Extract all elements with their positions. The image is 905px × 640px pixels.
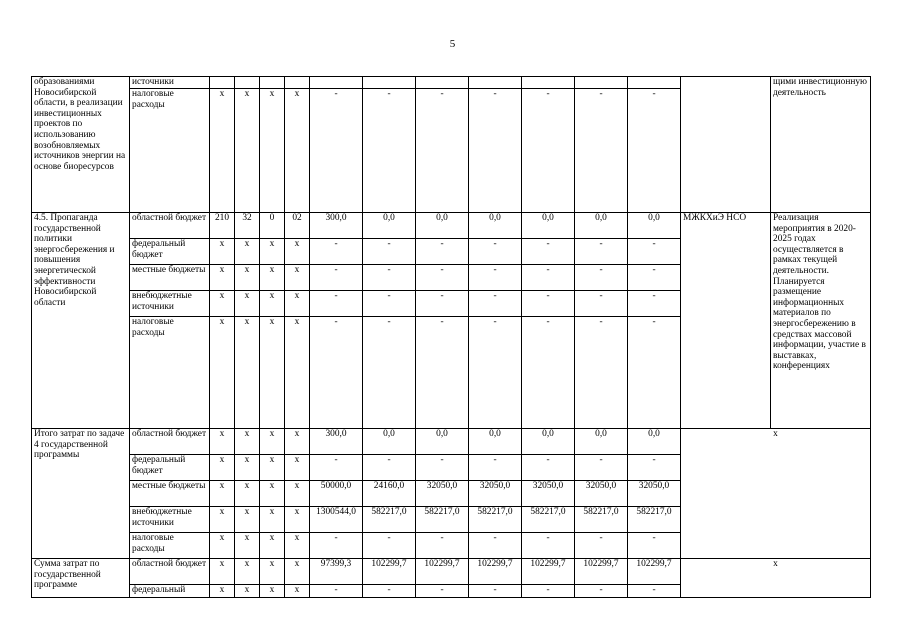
amount-cell: - (310, 291, 363, 317)
amount-cell: 24160,0 (363, 481, 416, 507)
amount-cell: - (522, 533, 575, 559)
amount-cell: 0,0 (416, 429, 469, 455)
amount-cell: - (469, 317, 522, 429)
budget-code-cell: х (210, 291, 235, 317)
budget-code-cell: х (285, 317, 310, 429)
amount-cell: - (416, 317, 469, 429)
budget-code-cell: х (235, 265, 260, 291)
amount-cell: 0,0 (628, 213, 681, 239)
amount-cell: 102299,7 (522, 559, 575, 585)
amount-cell: - (363, 291, 416, 317)
amount-cell: - (416, 585, 469, 598)
funding-source-cell: местные бюджеты (130, 265, 210, 291)
budget-code-cell: х (285, 291, 310, 317)
amount-cell: 32050,0 (575, 481, 628, 507)
amount-cell: - (310, 455, 363, 481)
budget-code-cell: х (260, 89, 285, 213)
amount-cell: - (628, 317, 681, 429)
funding-source-cell: областной бюджет (130, 213, 210, 239)
budget-code-cell: х (210, 533, 235, 559)
amount-cell: 0,0 (469, 213, 522, 239)
amount-cell: - (416, 89, 469, 213)
funding-source-cell: областной бюджет (130, 429, 210, 455)
funding-source-cell: налоговые расходы (130, 533, 210, 559)
amount-cell: 582217,0 (575, 507, 628, 533)
budget-code-cell: х (210, 429, 235, 455)
amount-cell (575, 77, 628, 89)
budget-code-cell: х (285, 265, 310, 291)
amount-cell: 102299,7 (628, 559, 681, 585)
amount-cell: 102299,7 (416, 559, 469, 585)
amount-cell: - (522, 317, 575, 429)
funding-source-cell: федеральный бюджет (130, 455, 210, 481)
amount-cell: 582217,0 (416, 507, 469, 533)
amount-cell: - (416, 291, 469, 317)
amount-cell: - (363, 265, 416, 291)
budget-code-cell: х (285, 455, 310, 481)
budget-code-cell: х (285, 559, 310, 585)
amount-cell: 582217,0 (522, 507, 575, 533)
amount-cell: 0,0 (469, 429, 522, 455)
budget-code-cell (285, 77, 310, 89)
amount-cell (363, 77, 416, 89)
funding-source-cell: налоговые расходы (130, 317, 210, 429)
amount-cell: - (310, 317, 363, 429)
amount-cell (522, 77, 575, 89)
amount-cell: 0,0 (363, 213, 416, 239)
budget-code-cell: х (235, 481, 260, 507)
amount-cell: - (310, 265, 363, 291)
amount-cell: - (310, 585, 363, 598)
amount-cell: 32050,0 (416, 481, 469, 507)
amount-cell: 0,0 (363, 429, 416, 455)
amount-cell: 582217,0 (628, 507, 681, 533)
budget-code-cell: х (260, 265, 285, 291)
note-cell: х (681, 559, 871, 598)
budget-code-cell: х (210, 481, 235, 507)
budget-code-cell: х (235, 291, 260, 317)
amount-cell: 300,0 (310, 429, 363, 455)
amount-cell: - (310, 89, 363, 213)
budget-code-cell: х (210, 455, 235, 481)
amount-cell: 32050,0 (469, 481, 522, 507)
amount-cell: - (469, 239, 522, 265)
amount-cell: - (522, 239, 575, 265)
amount-cell: - (363, 533, 416, 559)
amount-cell: 102299,7 (469, 559, 522, 585)
amount-cell: 32050,0 (522, 481, 575, 507)
budget-code-cell (235, 77, 260, 89)
amount-cell: 0,0 (628, 429, 681, 455)
funding-source-cell: местные бюджеты (130, 481, 210, 507)
measure-name-cell: образованиями Новосибирской области, в реализации инвестиционных проектов по использованию возобновляемых источников энергии на основе биоресурсов (32, 77, 130, 213)
amount-cell: - (628, 89, 681, 213)
budget-code-cell: 0 (260, 213, 285, 239)
amount-cell: - (363, 585, 416, 598)
amount-cell: - (522, 585, 575, 598)
budget-code-cell: х (260, 291, 285, 317)
amount-cell: 582217,0 (469, 507, 522, 533)
measure-name-cell: Итого затрат по задаче 4 государственной программы (32, 429, 130, 559)
table-row (32, 213, 871, 239)
budget-code-cell: х (210, 559, 235, 585)
amount-cell: 0,0 (416, 213, 469, 239)
budget-code-cell: х (210, 265, 235, 291)
funding-source-cell: налоговые расходы (130, 89, 210, 213)
budget-code-cell: х (285, 533, 310, 559)
amount-cell: - (416, 455, 469, 481)
measure-name-cell: 4.5. Пропаганда государственной политики энергосбережения и повышения энергетической эффективности Новосибирской области (32, 213, 130, 429)
amount-cell: - (575, 265, 628, 291)
amount-cell: - (575, 455, 628, 481)
budget-code-cell: х (260, 455, 285, 481)
note-cell: х (681, 429, 871, 559)
amount-cell: - (469, 291, 522, 317)
budget-code-cell: х (285, 429, 310, 455)
amount-cell: - (363, 455, 416, 481)
budget-code-cell: х (235, 507, 260, 533)
amount-cell: - (522, 89, 575, 213)
amount-cell: - (522, 291, 575, 317)
budget-code-cell: 02 (285, 213, 310, 239)
amount-cell: - (628, 291, 681, 317)
amount-cell: 0,0 (522, 429, 575, 455)
amount-cell: 97399,3 (310, 559, 363, 585)
budget-code-cell: 210 (210, 213, 235, 239)
budget-code-cell: х (235, 585, 260, 598)
amount-cell: - (363, 317, 416, 429)
amount-cell: - (416, 265, 469, 291)
budget-code-cell: х (235, 455, 260, 481)
funding-source-cell: внебюджетные источники (130, 507, 210, 533)
budget-code-cell: х (210, 317, 235, 429)
budget-code-cell: х (285, 481, 310, 507)
amount-cell (628, 77, 681, 89)
page-number: 5 (449, 38, 456, 50)
budget-code-cell: 32 (235, 213, 260, 239)
amount-cell: - (310, 239, 363, 265)
amount-cell: - (628, 455, 681, 481)
funding-source-cell: федеральный бюджет (130, 239, 210, 265)
amount-cell: - (469, 455, 522, 481)
amount-cell: 1300544,0 (310, 507, 363, 533)
funding-source-cell: федеральный (130, 585, 210, 598)
expected-result-cell: щими инвестиционную деятельность (771, 77, 871, 213)
budget-code-cell: х (260, 533, 285, 559)
budget-code-cell: х (210, 585, 235, 598)
amount-cell: 32050,0 (628, 481, 681, 507)
amount-cell: - (575, 239, 628, 265)
amount-cell: - (575, 89, 628, 213)
amount-cell: - (628, 265, 681, 291)
table-row (32, 429, 871, 455)
measure-name-cell: Сумма затрат по государственной программе (32, 559, 130, 598)
table-row (32, 77, 871, 89)
amount-cell: 582217,0 (363, 507, 416, 533)
amount-cell: 0,0 (575, 213, 628, 239)
amount-cell: - (469, 533, 522, 559)
amount-cell (416, 77, 469, 89)
amount-cell: 0,0 (522, 213, 575, 239)
amount-cell: - (522, 265, 575, 291)
expected-result-cell: Реализация мероприятия в 2020-2025 годах осуществляется в рамках текущей деятельности. Планируется размещение информационных материалов по энергосбережению в средствах массовой информации, участие в выставках, конференциях (771, 213, 871, 429)
amount-cell: - (575, 585, 628, 598)
amount-cell: - (469, 265, 522, 291)
budget-code-cell: х (260, 429, 285, 455)
amount-cell (310, 77, 363, 89)
budget-code-cell: х (285, 239, 310, 265)
budget-code-cell (260, 77, 285, 89)
amount-cell: - (628, 533, 681, 559)
budget-code-cell: х (260, 239, 285, 265)
budget-code-cell: х (235, 89, 260, 213)
budget-code-cell: х (235, 317, 260, 429)
budget-code-cell: х (235, 429, 260, 455)
budget-code-cell: х (260, 585, 285, 598)
budget-code-cell: х (260, 481, 285, 507)
amount-cell: - (469, 585, 522, 598)
amount-cell: - (575, 533, 628, 559)
amount-cell: - (575, 317, 628, 429)
amount-cell: 102299,7 (363, 559, 416, 585)
budget-code-cell: х (260, 507, 285, 533)
budget-code-cell (210, 77, 235, 89)
funding-source-cell: источники (130, 77, 210, 89)
amount-cell: - (575, 291, 628, 317)
budget-code-cell: х (260, 317, 285, 429)
amount-cell (469, 77, 522, 89)
amount-cell: - (522, 455, 575, 481)
budget-code-cell: х (285, 89, 310, 213)
amount-cell: 102299,7 (575, 559, 628, 585)
amount-cell: - (628, 585, 681, 598)
table-row (32, 559, 871, 585)
amount-cell: - (310, 533, 363, 559)
amount-cell: 50000,0 (310, 481, 363, 507)
amount-cell: - (416, 239, 469, 265)
budget-code-cell: х (235, 239, 260, 265)
funding-source-cell: внебюджетные источники (130, 291, 210, 317)
amount-cell: - (363, 89, 416, 213)
budget-code-cell: х (235, 533, 260, 559)
budget-code-cell: х (285, 507, 310, 533)
amount-cell: - (469, 89, 522, 213)
executor-cell (681, 77, 771, 213)
budget-code-cell: х (260, 559, 285, 585)
budget-code-cell: х (285, 585, 310, 598)
budget-code-cell: х (210, 239, 235, 265)
budget-code-cell: х (210, 507, 235, 533)
executor-cell: МЖКХиЭ НСО (681, 213, 771, 429)
amount-cell: 0,0 (575, 429, 628, 455)
amount-cell: 300,0 (310, 213, 363, 239)
budget-code-cell: х (235, 559, 260, 585)
amount-cell: - (416, 533, 469, 559)
amount-cell: - (628, 239, 681, 265)
budget-code-cell: х (210, 89, 235, 213)
amount-cell: - (363, 239, 416, 265)
funding-source-cell: областной бюджет (130, 559, 210, 585)
program-table (31, 76, 871, 598)
